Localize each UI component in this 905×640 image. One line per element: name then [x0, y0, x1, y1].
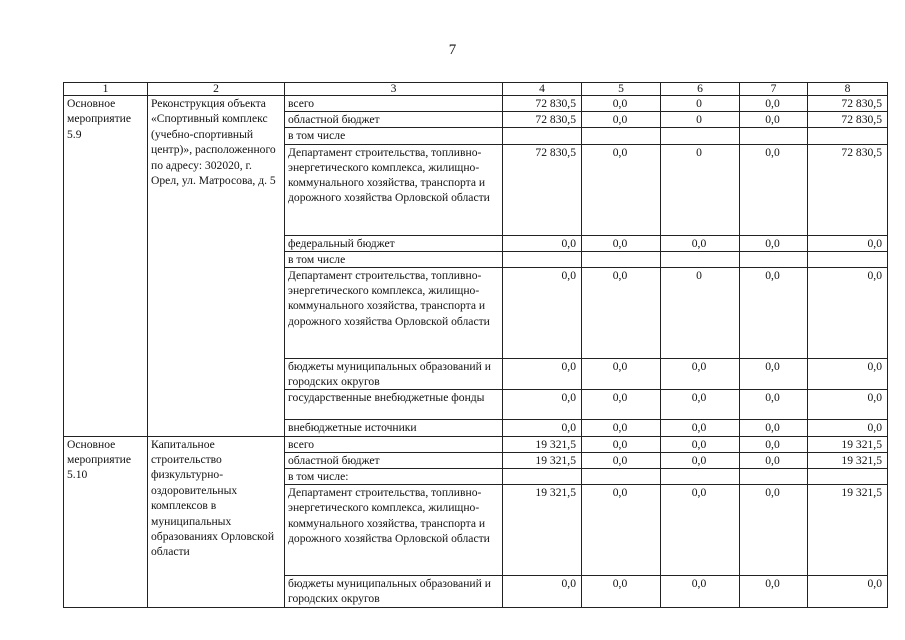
header-cell: 4: [503, 83, 582, 96]
funding-source-cell: всего: [285, 96, 503, 112]
amount-cell-c8: 0,0: [808, 235, 888, 251]
amount-cell-c7: [740, 128, 808, 144]
amount-cell-c8: 19 321,5: [808, 436, 888, 452]
amount-cell-c4: 0,0: [503, 390, 582, 420]
amount-cell-c4: 72 830,5: [503, 112, 582, 128]
funding-source-cell: Департамент строительства, топливно-энергетического комплекса, жилищно-коммунального хозяйства, транспорта и дорожного хозяйства Орловской области: [285, 268, 503, 359]
amount-cell-c5: 0,0: [582, 485, 661, 576]
funding-source-cell: в том числе: [285, 251, 503, 267]
header-cell: 1: [64, 83, 148, 96]
amount-cell-c4: 19 321,5: [503, 436, 582, 452]
header-cell: 6: [661, 83, 740, 96]
amount-cell-c8: 0,0: [808, 420, 888, 436]
amount-cell-c6: 0: [661, 96, 740, 112]
amount-cell-c6: [661, 128, 740, 144]
amount-cell-c5: 0,0: [582, 452, 661, 468]
amount-cell-c8: 19 321,5: [808, 452, 888, 468]
amount-cell-c6: [661, 251, 740, 267]
amount-cell-c8: [808, 251, 888, 267]
amount-cell-c6: 0,0: [661, 235, 740, 251]
funding-source-cell: государственные внебюджетные фонды: [285, 390, 503, 420]
amount-cell-c4: 0,0: [503, 576, 582, 607]
funding-source-cell: бюджеты муниципальных образований и городских округов: [285, 576, 503, 607]
amount-cell-c8: 72 830,5: [808, 112, 888, 128]
amount-cell-c7: 0,0: [740, 235, 808, 251]
header-cell: 8: [808, 83, 888, 96]
amount-cell-c7: 0,0: [740, 436, 808, 452]
amount-cell-c7: 0,0: [740, 420, 808, 436]
amount-cell-c7: 0,0: [740, 359, 808, 390]
amount-cell-c6: 0,0: [661, 576, 740, 607]
amount-cell-c4: 0,0: [503, 420, 582, 436]
amount-cell-c6: 0: [661, 144, 740, 235]
amount-cell-c7: 0,0: [740, 390, 808, 420]
budget-table: [63, 82, 888, 608]
object-description-cell: Капитальное строительство физкультурно-оздоровительных комплексов в муниципальных образованиях Орловской области: [148, 436, 285, 607]
header-cell: 3: [285, 83, 503, 96]
amount-cell-c6: 0,0: [661, 452, 740, 468]
amount-cell-c7: [740, 469, 808, 485]
amount-cell-c6: [661, 469, 740, 485]
amount-cell-c5: 0,0: [582, 96, 661, 112]
amount-cell-c5: 0,0: [582, 390, 661, 420]
amount-cell-c4: 72 830,5: [503, 96, 582, 112]
amount-cell-c7: 0,0: [740, 96, 808, 112]
amount-cell-c6: 0,0: [661, 485, 740, 576]
page-number: 7: [448, 42, 457, 58]
amount-cell-c7: 0,0: [740, 144, 808, 235]
amount-cell-c8: 72 830,5: [808, 144, 888, 235]
amount-cell-c4: [503, 251, 582, 267]
amount-cell-c6: 0: [661, 112, 740, 128]
amount-cell-c5: [582, 251, 661, 267]
amount-cell-c5: 0,0: [582, 436, 661, 452]
amount-cell-c7: 0,0: [740, 485, 808, 576]
funding-source-cell: областной бюджет: [285, 112, 503, 128]
funding-source-cell: всего: [285, 436, 503, 452]
amount-cell-c7: [740, 251, 808, 267]
amount-cell-c8: 0,0: [808, 359, 888, 390]
amount-cell-c6: 0,0: [661, 390, 740, 420]
amount-cell-c8: 19 321,5: [808, 485, 888, 576]
event-name-cell: Основное мероприятие 5.10: [64, 436, 148, 607]
amount-cell-c4: 0,0: [503, 235, 582, 251]
amount-cell-c4: 19 321,5: [503, 485, 582, 576]
amount-cell-c7: 0,0: [740, 452, 808, 468]
amount-cell-c5: 0,0: [582, 235, 661, 251]
header-cell: 7: [740, 83, 808, 96]
funding-source-cell: Департамент строительства, топливно-энергетического комплекса, жилищно-коммунального хозяйства, транспорта и дорожного хозяйства Орловской области: [285, 485, 503, 576]
table-row: [64, 436, 888, 452]
funding-source-cell: в том числе: [285, 128, 503, 144]
amount-cell-c5: 0,0: [582, 576, 661, 607]
amount-cell-c5: 0,0: [582, 268, 661, 359]
amount-cell-c5: 0,0: [582, 359, 661, 390]
amount-cell-c8: [808, 128, 888, 144]
amount-cell-c8: 0,0: [808, 268, 888, 359]
amount-cell-c7: 0,0: [740, 576, 808, 607]
header-cell: 2: [148, 83, 285, 96]
amount-cell-c8: 0,0: [808, 390, 888, 420]
amount-cell-c5: [582, 469, 661, 485]
amount-cell-c5: [582, 128, 661, 144]
funding-source-cell: внебюджетные источники: [285, 420, 503, 436]
event-name-cell: Основное мероприятие 5.9: [64, 96, 148, 437]
funding-source-cell: областной бюджет: [285, 452, 503, 468]
amount-cell-c8: 0,0: [808, 576, 888, 607]
funding-source-cell: бюджеты муниципальных образований и городских округов: [285, 359, 503, 390]
amount-cell-c4: [503, 469, 582, 485]
amount-cell-c5: 0,0: [582, 144, 661, 235]
funding-source-cell: в том числе:: [285, 469, 503, 485]
amount-cell-c8: 72 830,5: [808, 96, 888, 112]
amount-cell-c7: 0,0: [740, 268, 808, 359]
amount-cell-c4: 0,0: [503, 359, 582, 390]
funding-source-cell: Департамент строительства, топливно-энергетического комплекса, жилищно-коммунального хозяйства, транспорта и дорожного хозяйства Орловской области: [285, 144, 503, 235]
amount-cell-c6: 0: [661, 268, 740, 359]
table-header-row: [64, 83, 888, 96]
amount-cell-c4: 19 321,5: [503, 452, 582, 468]
funding-source-cell: федеральный бюджет: [285, 235, 503, 251]
header-cell: 5: [582, 83, 661, 96]
amount-cell-c4: 0,0: [503, 268, 582, 359]
amount-cell-c5: 0,0: [582, 420, 661, 436]
amount-cell-c8: [808, 469, 888, 485]
amount-cell-c6: 0,0: [661, 436, 740, 452]
amount-cell-c7: 0,0: [740, 112, 808, 128]
amount-cell-c6: 0,0: [661, 359, 740, 390]
amount-cell-c6: 0,0: [661, 420, 740, 436]
object-description-cell: Реконструкция объекта «Спортивный комплекс (учебно-спортивный центр)», расположенного по адресу: 302020, г. Орел, ул. Матросова, д. 5: [148, 96, 285, 437]
amount-cell-c5: 0,0: [582, 112, 661, 128]
amount-cell-c4: 72 830,5: [503, 144, 582, 235]
table-row: [64, 96, 888, 112]
amount-cell-c4: [503, 128, 582, 144]
